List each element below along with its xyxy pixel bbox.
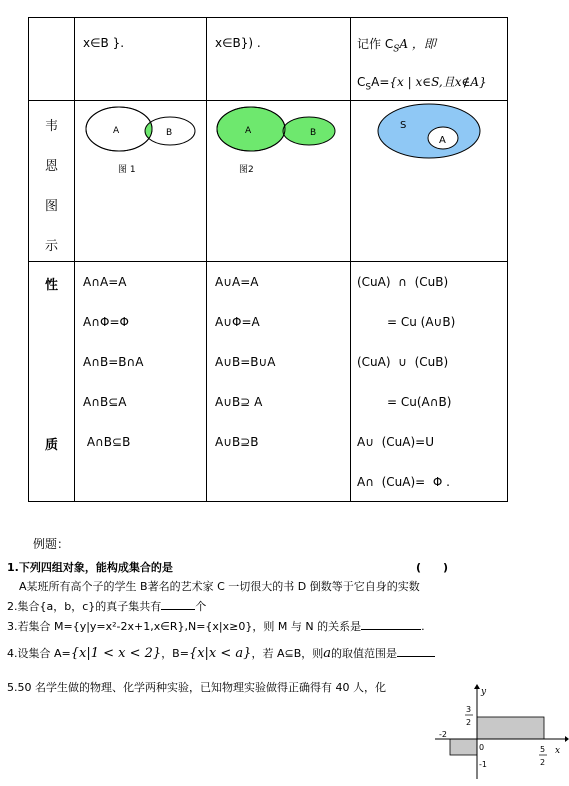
graph-origin-label: 0 [479,743,485,752]
properties-header-bottom: 质 [45,438,59,453]
venn-union-cell [207,101,351,262]
graph-shaded-region-lower [450,739,477,755]
graph-x-label: x [555,746,561,756]
venn-complement-diagram [351,101,508,262]
union-properties-cell [207,262,351,502]
complement-prop-5: A∪ (CuA)=U [357,435,435,449]
venn-header-cell [29,101,75,262]
question-3-text: 3.若集合 M={y|y=x²-2x+1,x∈R},N={x|x≥0}，则 M 与 N 的关系是 [7,620,362,633]
complement-prop-4: = Cu(A∩B) [387,395,452,409]
properties-header-cell [29,262,75,502]
venn-header-char-4: 示 [45,239,59,254]
venn-intersection-cell [75,101,207,262]
union-prop-1: A∪A=A [215,275,259,289]
complement-def-a: A= [371,75,390,89]
complement-prop-2: = Cu (A∪B) [387,315,456,329]
venn-complement-cell [351,101,508,262]
venn-intersection-diagram [75,101,207,262]
intersection-prop-3: A∩B=B∩A [83,355,144,369]
question-2-text: 2.集合{a，b，c}的真子集共有 [7,600,162,613]
graph-neg-y-label: -1 [479,760,487,769]
question-1-answer-paren: ( ) [416,561,449,574]
question-5: 5.50 名学生做的物理、化学两种实验，已知物理实验做得正确得有 40 人，化 [7,681,386,694]
venn1-label-a: A [113,126,120,136]
graph-x-frac-num: 5 [540,745,546,754]
question-4-set-a: {x|1 < x < 2} [70,646,162,661]
question-4-blank[interactable] [397,656,435,657]
question-3-blank[interactable] [361,629,421,630]
graph-shaded-region-upper [477,717,544,739]
union-def-tail: x∈B}) . [215,36,261,50]
question-4-b-text: ，B= [161,647,189,660]
venn3-label-a: A [439,135,446,146]
intersection-prop-2: A∩Φ=Φ [83,315,129,329]
question-3 [7,618,425,634]
graph-y-arrow-icon [474,684,480,689]
question-4-set-b: {x|x < a} [188,646,252,661]
venn1-label-b: B [166,128,173,138]
question-4-tail: 的取值范围是 [331,647,398,660]
question-2-tail: 个 [195,600,207,613]
graph-y-label: y [481,687,487,697]
complement-notation-text: 记作 C [357,37,394,51]
complement-def-set: {x | x∈S,且x∉A} [389,75,487,89]
venn-union-diagram [207,101,351,262]
examples-heading: 例题： [33,537,70,551]
complement-prop-3: (CuA) ∪ (CuB) [357,355,449,369]
row1-union-cell [207,18,351,101]
graph-x-arrow-icon [565,736,569,742]
graph-y-frac-num: 3 [466,705,472,714]
question-4-variable: a [323,646,332,661]
union-prop-4: A∪B⊇ A [215,395,263,409]
complement-notation-line [357,35,436,54]
row1-intersection-cell [75,18,207,101]
properties-header-top: 性 [45,278,59,293]
venn-header-char-3: 图 [45,199,59,214]
complement-def-c: C [357,75,366,89]
question-4-condition: ，若 A⊆B，则 [251,647,324,660]
venn3-universal-set [378,104,480,158]
venn-header-char-2: 恩 [45,159,59,174]
venn3-label-s: S [400,120,407,131]
intersection-def-tail: x∈B }. [83,36,125,50]
question-4 [7,645,435,661]
row1-complement-cell [351,18,508,101]
question-2 [7,598,206,614]
question-3-tail: . [421,620,425,633]
union-prop-3: A∪B=B∪A [215,355,276,369]
question-2-blank[interactable] [161,609,195,610]
complement-notation-tail: A ，即 [399,37,436,51]
venn2-caption: 图2 [239,165,254,175]
question-1: 1.下列四组对象，能构成集合的是 [7,561,173,574]
complement-definition [357,73,487,92]
set-operations-table [28,17,508,502]
intersection-properties-cell [75,262,207,502]
coordinate-graph [425,683,569,783]
union-prop-5: A∪B⊇B [215,435,259,449]
venn2-label-a: A [245,126,252,136]
venn2-label-b: B [310,128,317,138]
intersection-prop-5: A∩B⊆B [83,435,131,449]
venn-header-char-1: 韦 [45,119,59,134]
complement-properties-cell [351,262,508,502]
intersection-prop-4: A∩B⊆A [83,395,127,409]
row1-header-cell [29,18,75,101]
question-1-options: A某班所有高个子的学生 B著名的艺术家 C 一切很大的书 D 倒数等于它自身的实数 [19,580,420,593]
venn1-caption: 图 1 [118,165,136,175]
graph-x-frac-den: 2 [540,758,546,767]
complement-def-sub: S [365,82,372,93]
complement-prop-6: A∩ (CuA)= Φ . [357,475,450,489]
venn2-set-b [283,117,335,145]
graph-neg-x-label: -2 [439,730,447,739]
complement-prop-1: (CuA) ∩ (CuB) [357,275,449,289]
graph-y-frac-den: 2 [466,718,472,727]
complement-notation-sub: S [393,44,400,55]
question-4-text: 4.设集合 A= [7,647,71,660]
union-prop-2: A∪Φ=A [215,315,260,329]
intersection-prop-1: A∩A=A [83,275,127,289]
